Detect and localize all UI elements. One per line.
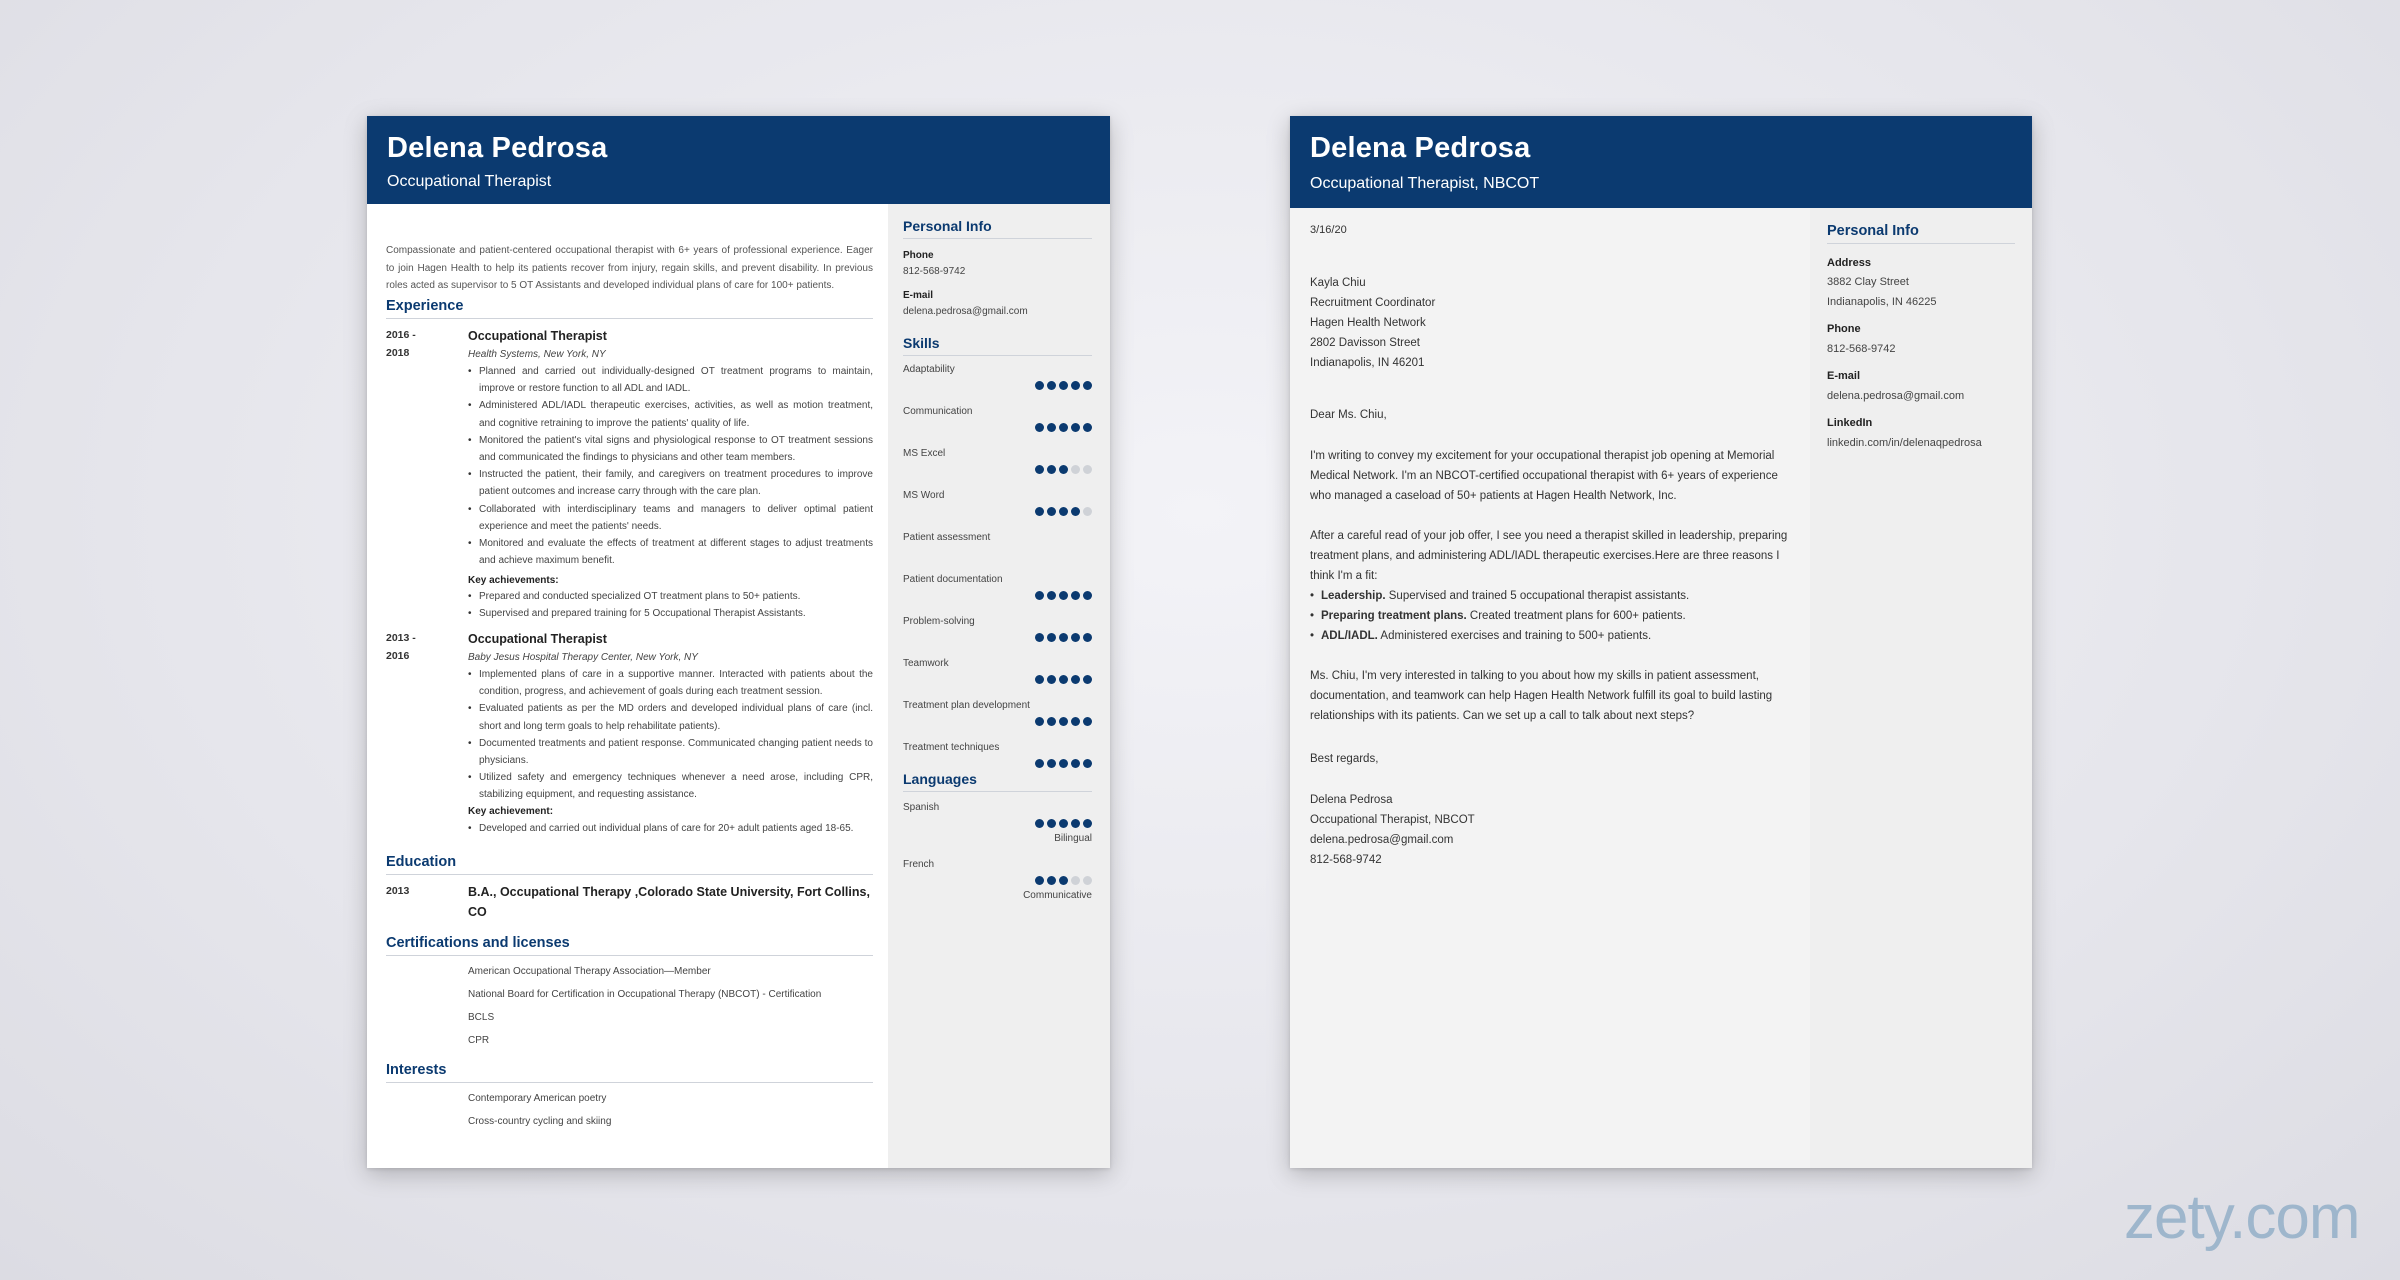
rating-dot-filled bbox=[1059, 819, 1068, 828]
job-2-date-start: 2013 - bbox=[386, 632, 416, 644]
skill-rating bbox=[1035, 507, 1092, 517]
rating-dot-filled bbox=[1047, 633, 1056, 642]
rating-dot-empty bbox=[1083, 876, 1092, 885]
job-2-achievements bbox=[468, 820, 873, 837]
experience-heading: Experience bbox=[386, 298, 464, 314]
languages-divider bbox=[903, 791, 1092, 792]
address-line-1: 3882 Clay Street bbox=[1827, 276, 1909, 288]
rating-dot-filled bbox=[1083, 675, 1092, 684]
signature-title: Occupational Therapist, NBCOT bbox=[1310, 814, 1475, 826]
rating-dot-filled bbox=[1083, 423, 1092, 432]
skill-name: Patient assessment bbox=[903, 532, 991, 543]
reason-item bbox=[1310, 586, 1790, 606]
rating-dot-filled bbox=[1083, 381, 1092, 390]
skill-rating bbox=[1035, 381, 1092, 391]
resume-header bbox=[367, 116, 1110, 204]
reason-text: Supervised and trained 5 occupational therapist assistants. bbox=[1385, 590, 1690, 602]
job-1-duty: • Monitored and evaluate the effects of treatment at different stages to adjust treatments and achieve maximum benefit. bbox=[468, 535, 873, 569]
rating-dot-filled bbox=[1059, 465, 1068, 474]
rating-dot-filled bbox=[1083, 759, 1092, 768]
education-divider bbox=[386, 874, 873, 875]
rating-dot-filled bbox=[1071, 633, 1080, 642]
letter-personal-info-divider bbox=[1827, 243, 2015, 244]
reason-text: Administered exercises and training to 500+ patients. bbox=[1377, 630, 1652, 642]
reasons-list bbox=[1310, 586, 1790, 646]
job-1-date bbox=[386, 326, 426, 362]
job-2-company: Baby Jesus Hospital Therapy Center, New York, NY bbox=[468, 652, 698, 663]
job-2-duties bbox=[468, 666, 873, 804]
rating-dot-filled bbox=[1059, 423, 1068, 432]
job-2-achievement: • Developed and carried out individual plans of care for 20+ adult patients aged 18-65. bbox=[468, 820, 873, 837]
skill-rating bbox=[1035, 423, 1092, 433]
linkedin-value: linkedin.com/in/delenaqpedrosa bbox=[1827, 437, 1982, 449]
rating-dot-filled bbox=[1059, 507, 1068, 516]
resume-page bbox=[367, 116, 1110, 1168]
job-2-key-label: Key achievement: bbox=[468, 806, 554, 817]
skill-rating bbox=[1035, 759, 1092, 769]
zety-watermark: zety.com bbox=[2124, 1183, 2360, 1252]
job-1-achievements bbox=[468, 588, 873, 622]
job-1-duty: • Planned and carried out individually-designed OT treatment programs to maintain, improve or restore function to all ADL and IADL. bbox=[468, 363, 873, 397]
recipient-street: 2802 Davisson Street bbox=[1310, 337, 1420, 349]
education-heading: Education bbox=[386, 854, 457, 870]
interests-heading: Interests bbox=[386, 1062, 447, 1078]
rating-dot-filled bbox=[1035, 759, 1044, 768]
rating-dot-filled bbox=[1047, 507, 1056, 516]
skill-name: MS Excel bbox=[903, 448, 946, 459]
rating-dot-filled bbox=[1059, 717, 1068, 726]
skill-rating bbox=[1035, 633, 1092, 643]
job-1-duty: • Administered ADL/IADL therapeutic exercises, activities, as well as motion treatment, and cognitive retraining to improve the patients' quality of life. bbox=[468, 397, 873, 431]
letter-phone-value: 812-568-9742 bbox=[1827, 343, 1896, 355]
skills-heading: Skills bbox=[903, 335, 940, 351]
rating-dot-filled bbox=[1035, 819, 1044, 828]
job-1-achievement: • Prepared and conducted specialized OT treatment plans to 50+ patients. bbox=[468, 588, 873, 605]
skill-rating bbox=[1035, 465, 1092, 475]
job-1-duty: • Monitored the patient's vital signs and physiological response to OT treatment sessions and communicated the findings to physicians and other team members. bbox=[468, 432, 873, 466]
closing: Best regards, bbox=[1310, 753, 1379, 765]
rating-dot-filled bbox=[1035, 633, 1044, 642]
rating-dot-filled bbox=[1083, 633, 1092, 642]
cover-letter-page bbox=[1290, 116, 2032, 1168]
signature-name: Delena Pedrosa bbox=[1310, 794, 1393, 806]
skills-divider bbox=[903, 355, 1092, 356]
letter-date: 3/16/20 bbox=[1310, 224, 1347, 236]
language-rating bbox=[1035, 876, 1092, 886]
address-label: Address bbox=[1827, 257, 1872, 269]
skill-rating bbox=[1035, 675, 1092, 685]
rating-dot-filled bbox=[1059, 381, 1068, 390]
rating-dot-filled bbox=[1083, 717, 1092, 726]
reason-item bbox=[1310, 606, 1790, 626]
resume-name: Delena Pedrosa bbox=[387, 132, 608, 164]
job-2-duty: • Documented treatments and patient response. Communicated changing patient needs to physicians. bbox=[468, 735, 873, 769]
reason-bold: ADL/IADL. bbox=[1321, 630, 1378, 642]
recipient-city: Indianapolis, IN 46201 bbox=[1310, 357, 1425, 369]
letter-role: Occupational Therapist, NBCOT bbox=[1310, 175, 1540, 192]
skill-name: Treatment techniques bbox=[903, 742, 1000, 753]
rating-dot-filled bbox=[1035, 675, 1044, 684]
cert-item: American Occupational Therapy Association—Member bbox=[468, 966, 711, 977]
rating-dot-filled bbox=[1083, 591, 1092, 600]
rating-dot-empty bbox=[1083, 465, 1092, 474]
job-1-company: Health Systems, New York, NY bbox=[468, 349, 606, 360]
cert-item: National Board for Certification in Occupational Therapy (NBCOT) - Certification bbox=[468, 989, 822, 1000]
recipient-title: Recruitment Coordinator bbox=[1310, 297, 1436, 309]
job-1-date-end: 2018 bbox=[386, 347, 410, 359]
resume-summary: Compassionate and patient-centered occupational therapist with 6+ years of professional experience. Eager to join Hagen Health to help its patients recover from injury, regain skills, and prevent disability. In previous roles acted as supervisor to 5 OT Assistants and developed individual plans of care for 100+ patients. bbox=[386, 245, 873, 291]
rating-dot-filled bbox=[1071, 759, 1080, 768]
rating-dot-filled bbox=[1059, 759, 1068, 768]
phone-value: 812-568-9742 bbox=[903, 266, 966, 277]
job-1-key-label: Key achievements: bbox=[468, 575, 559, 586]
rating-dot-filled bbox=[1071, 675, 1080, 684]
rating-dot-filled bbox=[1047, 423, 1056, 432]
language-level: Bilingual bbox=[1054, 833, 1092, 844]
job-1-achievement: • Supervised and prepared training for 5 Occupational Therapist Assistants. bbox=[468, 605, 873, 622]
language-name: French bbox=[903, 859, 935, 870]
personal-info-divider bbox=[903, 238, 1092, 239]
letter-header bbox=[1290, 116, 2032, 208]
rating-dot-filled bbox=[1047, 819, 1056, 828]
letter-email-label: E-mail bbox=[1827, 370, 1861, 382]
rating-dot-empty bbox=[1071, 465, 1080, 474]
skill-name: Patient documentation bbox=[903, 574, 1003, 585]
letter-paragraph-1: I'm writing to convey my excitement for your occupational therapist job opening at Memorial Medical Network. I'm an NBCOT-certified occupational therapist with 6+ years of experience who managed a caseload of 50+ patients at Hagen Health Network, Inc. bbox=[1310, 450, 1778, 502]
rating-dot-filled bbox=[1047, 591, 1056, 600]
letter-name: Delena Pedrosa bbox=[1310, 132, 1531, 164]
language-rating bbox=[1035, 819, 1092, 829]
skill-name: Adaptability bbox=[903, 364, 955, 375]
job-2-duty: • Evaluated patients as per the MD orders and developed individual plans of care (incl. short and long term goals to help rehabilitate patients). bbox=[468, 700, 873, 734]
rating-dot-filled bbox=[1035, 423, 1044, 432]
linkedin-label: LinkedIn bbox=[1827, 417, 1873, 429]
recipient-block bbox=[1310, 273, 1790, 373]
experience-divider bbox=[386, 318, 873, 319]
job-1-duty: • Instructed the patient, their family, and caregivers on treatment procedures to improve patient outcomes and increase carry through with the care plan. bbox=[468, 466, 873, 500]
rating-dot-filled bbox=[1035, 381, 1044, 390]
rating-dot-filled bbox=[1047, 381, 1056, 390]
recipient-company: Hagen Health Network bbox=[1310, 317, 1426, 329]
rating-dot-filled bbox=[1059, 876, 1068, 885]
skill-name: Problem-solving bbox=[903, 616, 975, 627]
job-2-date-end: 2016 bbox=[386, 650, 410, 662]
rating-dot-filled bbox=[1047, 876, 1056, 885]
rating-dot-filled bbox=[1047, 465, 1056, 474]
cert-item: BCLS bbox=[468, 1012, 495, 1023]
signature-block bbox=[1310, 790, 1790, 870]
rating-dot-filled bbox=[1035, 507, 1044, 516]
interests-divider bbox=[386, 1082, 873, 1083]
skill-name: MS Word bbox=[903, 490, 945, 501]
rating-dot-filled bbox=[1071, 507, 1080, 516]
skill-rating bbox=[1035, 717, 1092, 727]
rating-dot-empty bbox=[1071, 876, 1080, 885]
letter-phone-label: Phone bbox=[1827, 323, 1861, 335]
email-value: delena.pedrosa@gmail.com bbox=[903, 306, 1028, 317]
rating-dot-filled bbox=[1035, 717, 1044, 726]
rating-dot-filled bbox=[1059, 591, 1068, 600]
resume-role: Occupational Therapist bbox=[387, 173, 552, 190]
rating-dot-filled bbox=[1035, 591, 1044, 600]
languages-heading: Languages bbox=[903, 771, 977, 787]
signature-phone: 812-568-9742 bbox=[1310, 854, 1382, 866]
letter-personal-info-heading: Personal Info bbox=[1827, 223, 1919, 239]
education-year: 2013 bbox=[386, 885, 410, 897]
skill-name: Treatment plan development bbox=[903, 700, 1030, 711]
job-1-duties bbox=[468, 363, 873, 569]
rating-dot-filled bbox=[1071, 381, 1080, 390]
rating-dot-filled bbox=[1047, 675, 1056, 684]
letter-email-value: delena.pedrosa@gmail.com bbox=[1827, 390, 1965, 402]
rating-dot-filled bbox=[1071, 819, 1080, 828]
skill-name: Communication bbox=[903, 406, 973, 417]
language-name: Spanish bbox=[903, 802, 940, 813]
rating-dot-empty bbox=[1083, 507, 1092, 516]
rating-dot-filled bbox=[1047, 759, 1056, 768]
recipient-name: Kayla Chiu bbox=[1310, 277, 1366, 289]
signature-email: delena.pedrosa@gmail.com bbox=[1310, 834, 1454, 846]
rating-dot-filled bbox=[1083, 819, 1092, 828]
email-label: E-mail bbox=[903, 290, 934, 301]
job-1-title: Occupational Therapist bbox=[468, 329, 607, 343]
interest-item: Cross-country cycling and skiing bbox=[468, 1116, 612, 1127]
reason-item bbox=[1310, 626, 1790, 646]
job-2-duty: • Utilized safety and emergency techniques whenever a need arose, including CPR, stabilizing equipment, and requesting assistance. bbox=[468, 769, 873, 803]
rating-dot-filled bbox=[1047, 717, 1056, 726]
job-1-duty: • Collaborated with interdisciplinary teams and managers to deliver optimal patient experience and meet the patients' needs. bbox=[468, 501, 873, 535]
letter-paragraph-2: After a careful read of your job offer, I see you need a therapist skilled in leadership, preparing treatment plans, and administering ADL/IADL therapeutic exercises.Here are three reasons I think I'm a fit: bbox=[1310, 530, 1788, 582]
reason-bold: Preparing treatment plans. bbox=[1321, 610, 1467, 622]
interest-item: Contemporary American poetry bbox=[468, 1093, 607, 1104]
address-line-2: Indianapolis, IN 46225 bbox=[1827, 296, 1937, 308]
rating-dot-filled bbox=[1035, 876, 1044, 885]
reason-text: Created treatment plans for 600+ patients. bbox=[1466, 610, 1686, 622]
job-2-title: Occupational Therapist bbox=[468, 632, 607, 646]
rating-dot-filled bbox=[1059, 633, 1068, 642]
letter-paragraph-3: Ms. Chiu, I'm very interested in talking to you about how my skills in patient assessment, documentation, and teamwork can help Hagen Health Network fulfill its goal to build lasting relationships with its patients. Can we set up a call to talk about next steps? bbox=[1310, 670, 1773, 722]
personal-info-heading: Personal Info bbox=[903, 218, 992, 234]
job-2-duty: • Implemented plans of care in a supportive manner. Interacted with patients about the condition, progress, and achievement of goals during each treatment session. bbox=[468, 666, 873, 700]
certifications-divider bbox=[386, 955, 873, 956]
skill-name: Teamwork bbox=[903, 658, 949, 669]
job-1-date-start: 2016 - bbox=[386, 329, 416, 341]
job-2-date bbox=[386, 629, 426, 665]
phone-label: Phone bbox=[903, 250, 934, 261]
rating-dot-filled bbox=[1035, 465, 1044, 474]
certifications-heading: Certifications and licenses bbox=[386, 935, 570, 951]
salutation: Dear Ms. Chiu, bbox=[1310, 409, 1387, 421]
cert-item: CPR bbox=[468, 1035, 490, 1046]
language-level: Communicative bbox=[1023, 890, 1092, 901]
rating-dot-filled bbox=[1071, 591, 1080, 600]
rating-dot-filled bbox=[1071, 717, 1080, 726]
rating-dot-filled bbox=[1071, 423, 1080, 432]
rating-dot-filled bbox=[1059, 675, 1068, 684]
reason-bold: Leadership. bbox=[1321, 590, 1386, 602]
education-degree: B.A., Occupational Therapy ,Colorado State University, Fort Collins, CO bbox=[468, 885, 870, 919]
skill-rating bbox=[1035, 591, 1092, 601]
